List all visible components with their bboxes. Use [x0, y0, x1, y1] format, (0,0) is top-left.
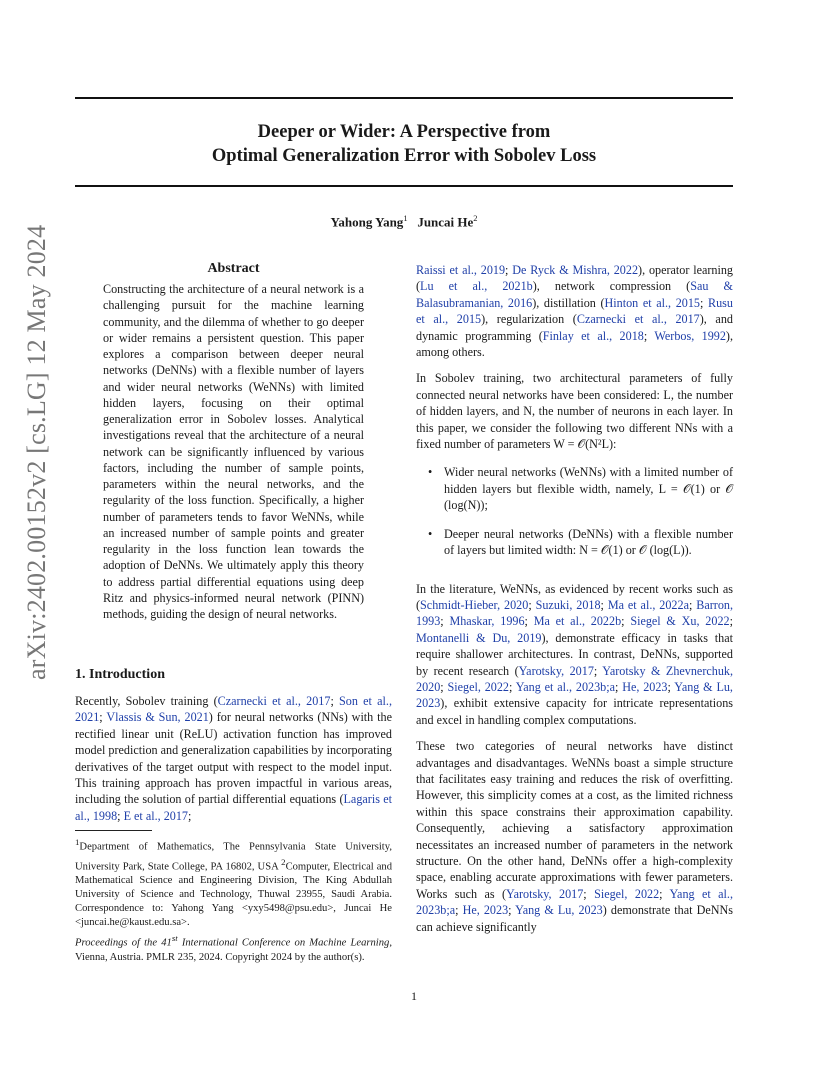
citation-link[interactable]: Yang et al., 2023b;a — [515, 679, 615, 694]
paper-title — [75, 120, 733, 168]
title-line-1: Deeper or Wider: A Perspective from — [257, 122, 551, 142]
citation-link[interactable]: Raissi et al., 2019 — [416, 263, 506, 277]
body-paragraph: In the literature, WeNNs, as evidenced by recent works such as (Schmidt-Hieber, 2020; Suzuki, 2018; Ma et al., 2022a; Barron, 1993; Mhaskar, 1996; Ma et al., 2022b; Siegel & Xu, 2022; Montanelli & Du, 2019), demonstrate efficacy in tasks that require shallower architectures. In contrast, DeNNs, supported by recent research (Yarotsky, 2017; Yarotsky & Zhevnerchuk, 2020; Siegel, 2022; Yang et al., 2023b;a; He, 2023; Yang & Lu, 2023), exhibit extensive capacity for intricate representations and excel in handling complex computations. — [416, 581, 733, 727]
citation-link[interactable]: Czarnecki et al., 2017 — [576, 312, 700, 327]
architecture-list — [416, 464, 733, 558]
bullet-icon: • — [428, 526, 433, 541]
citation-link[interactable]: Yarotsky & Zhevnerchuk, 2020 — [416, 663, 733, 694]
citation-link[interactable]: He, 2023 — [622, 679, 668, 694]
page-number: 1 — [411, 989, 417, 1003]
title-top-rule — [75, 97, 733, 99]
citation-link[interactable]: Yang & Lu, 2023 — [515, 903, 603, 918]
citation-link[interactable]: Barron, 1993 — [416, 597, 733, 629]
title-line-2: Optimal Generalization Error with Sobolev Loss — [211, 146, 597, 166]
citation-link[interactable]: Hinton et al., 2015 — [604, 295, 700, 310]
abstract-heading: Abstract — [207, 261, 260, 276]
arxiv-identifier: arXiv:2402.00152v2 [cs.LG] 12 May 2024 — [22, 224, 51, 680]
right-column — [416, 262, 733, 935]
citation-link[interactable]: De Ryck & Mishra, 2022 — [512, 263, 639, 277]
citation-link[interactable]: Yang et al., 2023b;a — [416, 886, 733, 918]
affiliation-footnote: $^1$Department of Mathematics, The Pennsylvania State University, University Park, State College, PA 16802, USA $^2$Computer, Electrical and Mathematical Science and Engineering Division, The King Abdullah University of Science and Technology, Thuwal 23955, Saudi Arabia. Correspondence to: Yahong Yang <yxy5498@psu.edu>, Juncai He <juncai.he@kaust.edu.sa>. — [75, 837, 392, 929]
abstract-text: Constructing the architecture of a neural network is a challenging pursuit for the machine learning community, and the dilemma of whether to go deeper or wider remains a persistent question. This paper explores a comparison between deeper neural networks (DeNNs) with a flexible number of layers and wider neural networks (WeNNs) with limited hidden layers, focusing on their optimal generalization error in Sobolev losses. Analytical investigations reveal that the architecture of a neural network can be significantly influenced by various factors, including the number of sample points, parameters within the neural networks, and the regularity of the loss function. Specifically, a higher number of parameters tends to favor WeNNs, while an increased number of sample points and greater regularity in the loss function lean towards the adoption of DeNNs. We ultimately apply this theory to address partial differential equations using deep Ritz and physics-informed neural network (PINN) methods, guiding the design of neural networks. — [103, 282, 364, 621]
citation-link[interactable]: Mhaskar, 1996 — [449, 614, 525, 629]
citation-link[interactable]: Finlay et al., 2018 — [542, 328, 644, 343]
citation-link[interactable]: Werbos, 1992 — [654, 328, 726, 343]
author-name: Yahong Yang — [330, 214, 404, 230]
footnote-rule — [75, 830, 152, 831]
list-item: • Wider neural networks (WeNNs) with a limited number of hidden layers but flexible width, namely, L = 𝒪(1) or 𝒪 (log(N)); — [428, 465, 733, 513]
author-list — [75, 213, 733, 230]
citation-link[interactable]: Yang & Lu, 2023 — [416, 679, 733, 711]
introduction-section — [75, 667, 392, 824]
citation-link[interactable]: Lu et al., 2021b — [420, 279, 533, 294]
citation-link[interactable]: Siegel, 2022 — [447, 679, 509, 694]
citation-link[interactable]: Vlassis & Sun, 2021 — [106, 710, 209, 725]
citation-link[interactable]: Siegel & Xu, 2022 — [630, 614, 730, 629]
bullet-icon: • — [428, 465, 433, 480]
citation-link[interactable]: Schmidt-Hieber, 2020 — [420, 597, 529, 612]
abstract-section — [75, 261, 392, 622]
citation-link[interactable]: Ma et al., 2022a — [607, 597, 689, 612]
citation-link[interactable]: Siegel, 2022 — [594, 886, 660, 901]
proceedings-note: Proceedings of the 41st International Conference on Machine Learning, Vienna, Austria. PMLR 235, 2024. Copyright 2024 by the author(s). — [75, 933, 392, 963]
citation-link[interactable]: Rusu et al., 2015 — [416, 295, 733, 327]
citation-link[interactable]: E et al., 2017 — [123, 808, 188, 823]
citation-link[interactable]: Czarnecki et al., 2017 — [217, 694, 331, 708]
citation-link[interactable]: Suzuki, 2018 — [535, 597, 601, 612]
intro-paragraph: Recently, Sobolev training (Czarnecki et al., 2017; Son et al., 2021; Vlassis & Sun, 2021) for neural networks (NNs) with the rectified linear unit (ReLU) activation function has improved model prediction and generalization capabilities by incorporating derivatives of the target output with respect to the model input. This training approach has proven impactful in various areas, including the solution of partial differential equations (Lagaris et al., 1998; E et al., 2017; — [75, 694, 393, 823]
citation-link[interactable]: Son et al., 2021 — [75, 694, 392, 725]
body-paragraph: Raissi et al., 2019; De Ryck & Mishra, 2022), operator learning (Lu et al., 2021b), network compression (Sau & Balasubramanian, 2016), distillation (Hinton et al., 2015; Rusu et al., 2015), regularization (Czarnecki et al., 2017), and dynamic programming (Finlay et al., 2018; Werbos, 1992), among others. — [416, 263, 733, 360]
section-heading: 1. Introduction — [75, 667, 165, 682]
author-affiliation-mark: 1 — [403, 213, 408, 223]
citation-link[interactable]: Yarotsky, 2017 — [506, 886, 584, 901]
title-bottom-rule — [75, 185, 733, 187]
citation-link[interactable]: Yarotsky, 2017 — [518, 663, 594, 678]
citation-link[interactable]: Lagaris et al., 1998 — [75, 792, 393, 823]
author-name: Juncai He — [417, 214, 474, 230]
citation-link[interactable]: Ma et al., 2022b — [533, 614, 622, 629]
citation-link[interactable]: He, 2023 — [462, 903, 509, 918]
citation-link[interactable]: Montanelli & Du, 2019 — [416, 630, 542, 645]
citation-link[interactable]: Sau & Balasubramanian, 2016 — [416, 279, 733, 310]
author-affiliation-mark: 2 — [473, 213, 478, 223]
body-paragraph: In Sobolev training, two architectural parameters of fully connected neural networks have been considered: L, the number of hidden layers, and N, the number of neurons in each layer. In this paper, we consider the following two different NNs with a fixed number of parameters W = 𝒪(N²L): — [416, 371, 733, 452]
body-paragraph: These two categories of neural networks have distinct advantages and disadvantages. WeNNs boast a simple structure that facilitates easy training and reduces the risk of overfitting. However, this simplicity comes at a cost, as the limited richness within this space constrains their approximation capability. Consequently, achieving a satisfactory approximation necessitates an increased number of parameters in the network structure. On the other hand, DeNNs offer a high-complexity space, enabling accurate approximations with fewer parameters. Works such as (Yarotsky, 2017; Siegel, 2022; Yang et al., 2023b;a; He, 2023; Yang & Lu, 2023) demonstrate that DeNNs can achieve significantly — [416, 739, 733, 934]
list-item: • Deeper neural networks (DeNNs) with a flexible number of layers but limited width: N = 𝒪(1) or 𝒪 (log(L)). — [428, 526, 733, 558]
